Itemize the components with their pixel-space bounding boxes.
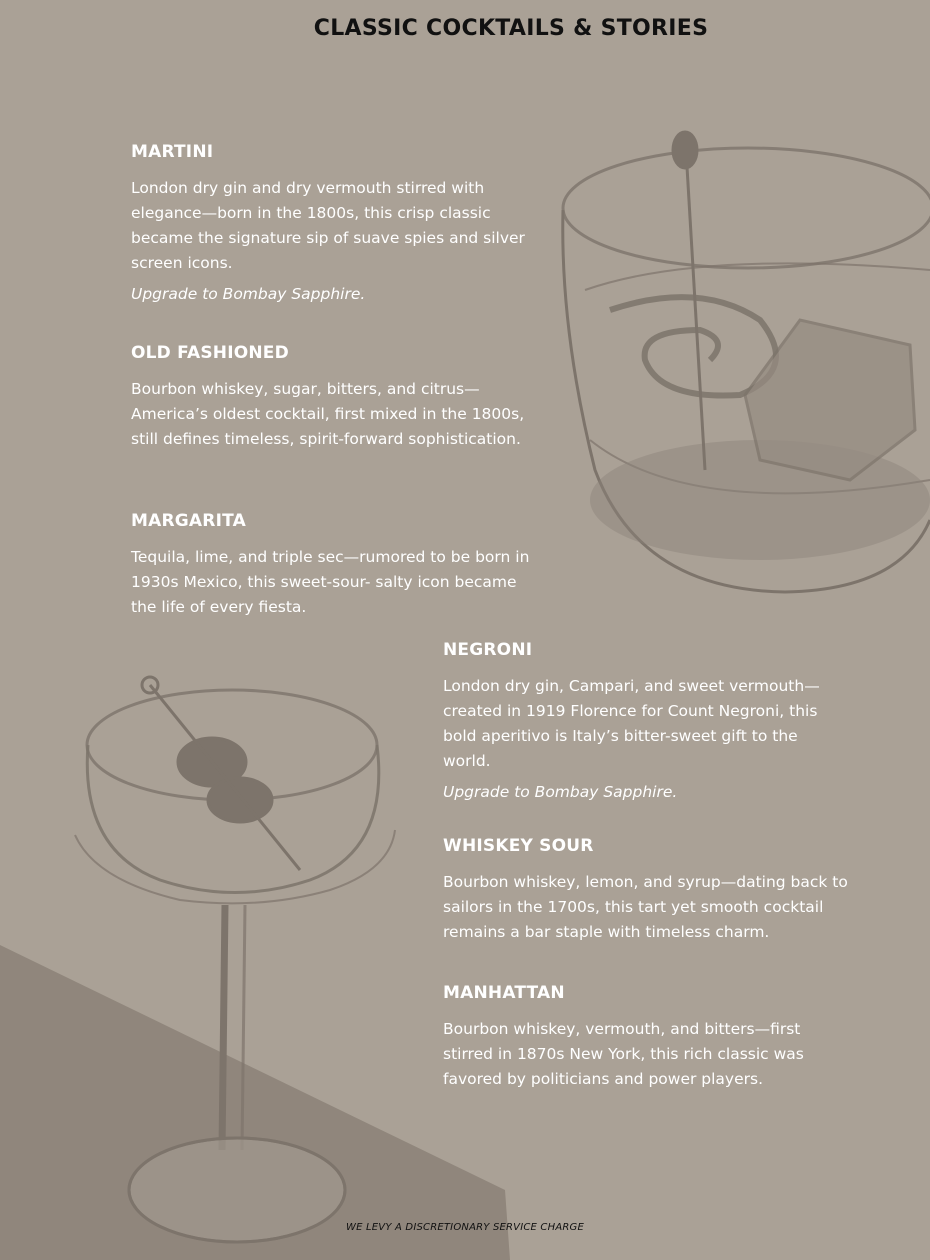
- cocktail-margarita: [131, 511, 541, 620]
- cocktail-whiskey-sour: [443, 836, 853, 945]
- service-charge-note: WE LEVY A DISCRETIONARY SERVICE CHARGE: [346, 1222, 584, 1233]
- cocktail-upgrade-note: Upgrade to Bombay Sapphire.: [131, 285, 366, 303]
- cocktail-upgrade-note: Upgrade to Bombay Sapphire.: [443, 783, 678, 801]
- cocktail-description: London dry gin and dry vermouth stirred with elegance—born in the 1800s, this crisp classic became the signature sip of suave spies and silver screen icons.: [131, 179, 525, 272]
- cocktail-old-fashioned: [131, 343, 536, 452]
- cocktail-name: WHISKEY SOUR: [443, 836, 594, 856]
- cocktail-martini: [131, 142, 536, 305]
- cocktail-name: OLD FASHIONED: [131, 343, 289, 363]
- cocktail-name: NEGRONI: [443, 640, 533, 660]
- old-fashioned-glass-illustration: [563, 132, 930, 592]
- page-title: CLASSIC COCKTAILS & STORIES: [313, 16, 709, 41]
- cocktail-name: MARGARITA: [131, 511, 246, 531]
- cocktail-negroni: [443, 640, 843, 803]
- cocktail-description: Bourbon whiskey, vermouth, and bitters—first stirred in 1870s New York, this rich classic was favored by politicians and power players.: [443, 1020, 804, 1088]
- cocktail-description: Tequila, lime, and triple sec—rumored to be born in 1930s Mexico, this sweet-sour- salty icon became the life of every fiesta.: [131, 548, 530, 616]
- cocktail-name: MANHATTAN: [443, 983, 565, 1003]
- cocktail-manhattan: [443, 983, 843, 1092]
- cocktail-description: Bourbon whiskey, lemon, and syrup—dating back to sailors in the 1700s, this tart yet smooth cocktail remains a bar staple with timeless charm.: [443, 873, 848, 941]
- cocktail-name: MARTINI: [131, 142, 214, 162]
- cocktail-description: London dry gin, Campari, and sweet vermouth—created in 1919 Florence for Count Negroni, this bold aperitivo is Italy’s bitter-sweet gift to the world.: [443, 677, 820, 770]
- cocktail-description: Bourbon whiskey, sugar, bitters, and citrus—America’s oldest cocktail, first mixed in the 1800s, still defines timeless, spirit-forward sophistication.: [131, 380, 525, 448]
